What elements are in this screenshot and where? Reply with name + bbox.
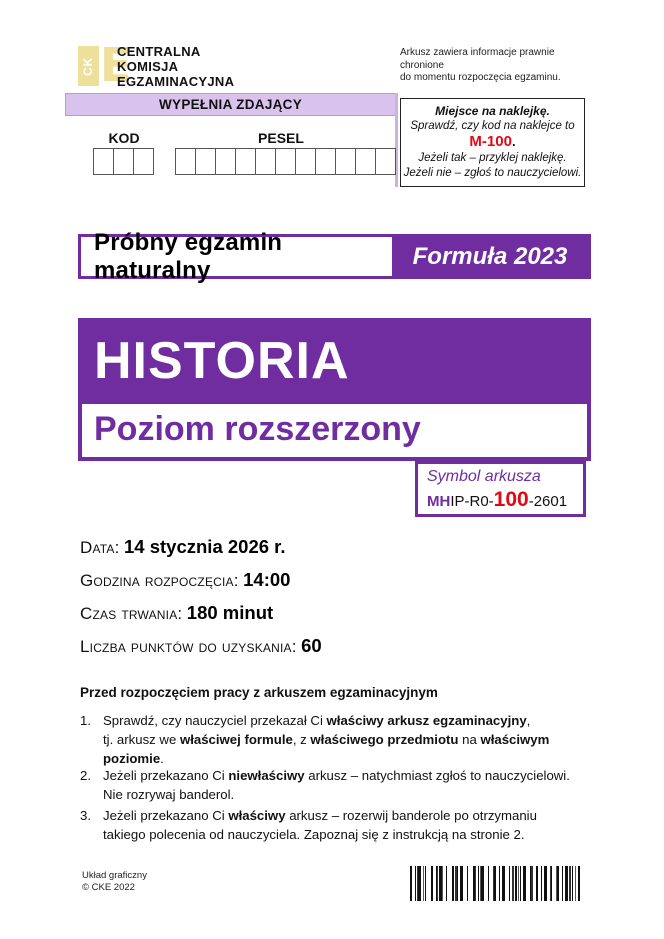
org-name-line2: KOMISJA [117,59,179,74]
pesel-cell [216,148,236,175]
pesel-cell [296,148,316,175]
symbol-code-mid: IP-R0- [450,493,494,510]
kod-label: KOD [108,130,140,146]
cke-logo-ck-letters: CK [81,56,95,76]
symbol-label: Symbol arkusza [427,468,541,485]
sticker-code: M-100 [469,133,512,150]
barcode [410,866,583,901]
instruction-item-2: 2. Jeżeli przekazano Ci niewłaściwy arkusz – natychmiast zgłoś to nauczycielowi. Nie rozrywaj banderol. [80,768,570,802]
pesel-cell [316,148,336,175]
detail-duration: Czas trwania: 180 minut [80,602,274,623]
instruction-item-3: 3. Jeżeli przekazano Ci właściwy arkusz – rozerwij banderole po otrzymaniu takiego polecenia od nauczyciela. Zapoznaj się z instrukcją na stronie 2. [80,808,537,842]
exam-banner [78,228,591,284]
cke-logo-square [78,46,99,86]
org-name-line3: EGZAMINACYJNA [117,74,235,89]
pesel-cell [236,148,256,175]
pesel-label: PESEL [258,130,304,146]
sticker-box [400,98,585,187]
org-name-line1: CENTRALNA [117,44,201,59]
layout-credit: Układ graficzny © CKE 2022 [82,870,147,893]
detail-start-time: Godzina rozpoczęcia: 14:00 [80,569,291,590]
detail-max-points: Liczba punktów do uzyskania: 60 [80,635,322,656]
legal-notice: Arkusz zawiera informacje prawnie chronione do momentu rozpoczęcia egzaminu. [400,47,561,83]
sticker-check-line: Sprawdź, czy kod na naklejce to [410,120,575,132]
exam-banner-formula: Formuła 2023 [392,237,588,276]
sticker-no-line: Jeżeli nie – zgłoś to nauczycielowi. [403,167,582,179]
pesel-cell [256,148,276,175]
symbol-code-highlight: 100 [493,488,529,511]
subject-level: Poziom rozszerzony [78,404,591,461]
pesel-cells [175,148,396,175]
pesel-cell [336,148,356,175]
instruction-item-1: 1. Sprawdź, czy nauczyciel przekazał Ci właściwy arkusz egzaminacyjny, tj. arkusz we właściwej formule, z właściwego przedmiotu na właściwym poziomie. [80,713,550,766]
symbol-code-prefix: MH [427,493,451,510]
filled-by-candidate-bar: WYPEŁNIA ZDAJĄCY [65,93,396,116]
instructions-heading: Przed rozpoczęciem pracy z arkuszem egzaminacyjnym [80,685,438,700]
subject-title: HISTORIA [78,318,591,404]
symbol-code-suffix: -2601 [528,493,568,510]
subject-block [78,318,591,461]
pesel-cell [196,148,216,175]
detail-date: Data: 14 stycznia 2026 r. [80,536,286,557]
pesel-cell [175,148,196,175]
kod-cells [93,148,154,175]
sticker-code-line: M-100. [469,133,516,150]
kod-cell [114,148,134,175]
cke-logo-e-letter: E [100,38,132,92]
sticker-yes-line: Jeżeli tak – przyklej naklejkę. [418,152,567,164]
pesel-cell [356,148,376,175]
exam-banner-title: Próbny egzamin maturalny [94,228,283,284]
pesel-cell [276,148,296,175]
symbol-code [427,487,583,515]
organization-name [117,44,234,89]
sticker-title: Miejsce na naklejkę. [435,104,550,118]
kod-cell [93,148,114,175]
pesel-cell [376,148,396,175]
symbol-box [415,461,586,517]
kod-cell [134,148,154,175]
